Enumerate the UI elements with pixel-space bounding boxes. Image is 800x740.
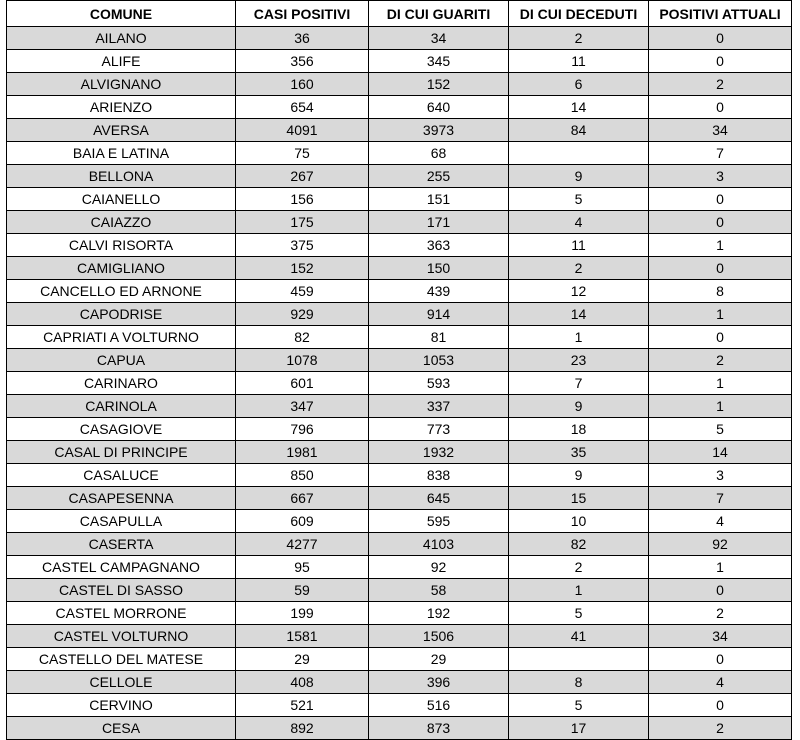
cell-positivi-attuali: 2 — [649, 602, 792, 625]
cell-positivi-attuali: 0 — [649, 211, 792, 234]
cell-comune: CAPRIATI A VOLTURNO — [7, 326, 236, 349]
cell-casi-positivi: 82 — [236, 326, 369, 349]
cell-guariti: 81 — [369, 326, 509, 349]
cell-comune: CASTEL CAMPAGNANO — [7, 556, 236, 579]
cell-deceduti: 14 — [509, 303, 649, 326]
cell-deceduti: 12 — [509, 280, 649, 303]
cell-comune: ALVIGNANO — [7, 73, 236, 96]
table-row — [7, 441, 792, 464]
cell-positivi-attuali: 4 — [649, 510, 792, 533]
table-row — [7, 326, 792, 349]
cell-comune: CASAGIOVE — [7, 418, 236, 441]
cell-casi-positivi: 1981 — [236, 441, 369, 464]
header-row — [7, 1, 792, 27]
cell-comune: CASAL DI PRINCIPE — [7, 441, 236, 464]
cell-comune: BELLONA — [7, 165, 236, 188]
cell-comune: CANCELLO ED ARNONE — [7, 280, 236, 303]
cell-casi-positivi: 521 — [236, 694, 369, 717]
table-row — [7, 211, 792, 234]
cell-positivi-attuali: 0 — [649, 50, 792, 73]
table-row — [7, 349, 792, 372]
table-row — [7, 487, 792, 510]
cell-positivi-attuali: 1 — [649, 234, 792, 257]
cell-guariti: 92 — [369, 556, 509, 579]
cell-deceduti: 23 — [509, 349, 649, 372]
table-row — [7, 372, 792, 395]
covid-cases-table — [6, 0, 792, 740]
cell-deceduti: 9 — [509, 464, 649, 487]
cell-positivi-attuali: 0 — [649, 188, 792, 211]
cell-casi-positivi: 929 — [236, 303, 369, 326]
cell-casi-positivi: 75 — [236, 142, 369, 165]
table-row — [7, 395, 792, 418]
cell-guariti: 1932 — [369, 441, 509, 464]
cell-deceduti: 2 — [509, 257, 649, 280]
cell-guariti: 150 — [369, 257, 509, 280]
cell-positivi-attuali: 0 — [649, 257, 792, 280]
cell-guariti: 838 — [369, 464, 509, 487]
cell-guariti: 4103 — [369, 533, 509, 556]
table-row — [7, 303, 792, 326]
cell-casi-positivi: 609 — [236, 510, 369, 533]
header-di-cui-deceduti: DI CUI DECEDUTI — [509, 1, 649, 27]
cell-comune: CARINOLA — [7, 395, 236, 418]
cell-positivi-attuali: 3 — [649, 464, 792, 487]
cell-casi-positivi: 356 — [236, 50, 369, 73]
cell-guariti: 516 — [369, 694, 509, 717]
cell-casi-positivi: 4277 — [236, 533, 369, 556]
cell-guariti: 192 — [369, 602, 509, 625]
cell-positivi-attuali: 1 — [649, 556, 792, 579]
cell-guariti: 773 — [369, 418, 509, 441]
table-row — [7, 671, 792, 694]
table-row — [7, 257, 792, 280]
cell-casi-positivi: 36 — [236, 27, 369, 50]
cell-deceduti: 41 — [509, 625, 649, 648]
cell-guariti: 439 — [369, 280, 509, 303]
header-di-cui-guariti: DI CUI GUARITI — [369, 1, 509, 27]
cell-positivi-attuali: 1 — [649, 372, 792, 395]
cell-deceduti — [509, 142, 649, 165]
cell-casi-positivi: 459 — [236, 280, 369, 303]
cell-positivi-attuali: 2 — [649, 349, 792, 372]
cell-casi-positivi: 152 — [236, 257, 369, 280]
cell-comune: CASTEL MORRONE — [7, 602, 236, 625]
cell-casi-positivi: 175 — [236, 211, 369, 234]
cell-casi-positivi: 1581 — [236, 625, 369, 648]
cell-deceduti: 11 — [509, 234, 649, 257]
header-casi-positivi: CASI POSITIVI — [236, 1, 369, 27]
cell-deceduti: 7 — [509, 372, 649, 395]
cell-casi-positivi: 601 — [236, 372, 369, 395]
table-row — [7, 625, 792, 648]
cell-guariti: 29 — [369, 648, 509, 671]
table-row — [7, 96, 792, 119]
table-row — [7, 165, 792, 188]
cell-positivi-attuali: 5 — [649, 418, 792, 441]
cell-casi-positivi: 892 — [236, 717, 369, 740]
table-row — [7, 418, 792, 441]
cell-positivi-attuali: 2 — [649, 717, 792, 740]
table-row — [7, 602, 792, 625]
cell-deceduti: 8 — [509, 671, 649, 694]
table-row — [7, 119, 792, 142]
cell-deceduti: 2 — [509, 27, 649, 50]
cell-positivi-attuali: 0 — [649, 96, 792, 119]
cell-comune: ALIFE — [7, 50, 236, 73]
cell-deceduti: 11 — [509, 50, 649, 73]
table-row — [7, 579, 792, 602]
table-row — [7, 717, 792, 740]
cell-guariti: 151 — [369, 188, 509, 211]
table-row — [7, 556, 792, 579]
table-row — [7, 510, 792, 533]
cell-comune: CERVINO — [7, 694, 236, 717]
cell-guariti: 1053 — [369, 349, 509, 372]
cell-deceduti — [509, 648, 649, 671]
cell-comune: CASAPULLA — [7, 510, 236, 533]
cell-casi-positivi: 156 — [236, 188, 369, 211]
cell-casi-positivi: 267 — [236, 165, 369, 188]
cell-guariti: 396 — [369, 671, 509, 694]
cell-deceduti: 1 — [509, 579, 649, 602]
cell-deceduti: 4 — [509, 211, 649, 234]
cell-casi-positivi: 160 — [236, 73, 369, 96]
cell-comune: AVERSA — [7, 119, 236, 142]
header-positivi-attuali: POSITIVI ATTUALI — [649, 1, 792, 27]
cell-comune: CASERTA — [7, 533, 236, 556]
cell-casi-positivi: 667 — [236, 487, 369, 510]
cell-deceduti: 2 — [509, 556, 649, 579]
cell-positivi-attuali: 4 — [649, 671, 792, 694]
cell-positivi-attuali: 34 — [649, 625, 792, 648]
cell-comune: CAIANELLO — [7, 188, 236, 211]
cell-guariti: 34 — [369, 27, 509, 50]
cell-comune: AILANO — [7, 27, 236, 50]
cell-deceduti: 9 — [509, 165, 649, 188]
cell-casi-positivi: 347 — [236, 395, 369, 418]
table-row — [7, 142, 792, 165]
cell-positivi-attuali: 7 — [649, 487, 792, 510]
cell-positivi-attuali: 2 — [649, 73, 792, 96]
cell-guariti: 363 — [369, 234, 509, 257]
cell-deceduti: 15 — [509, 487, 649, 510]
cell-deceduti: 18 — [509, 418, 649, 441]
table-row — [7, 533, 792, 556]
cell-guariti: 345 — [369, 50, 509, 73]
cell-guariti: 255 — [369, 165, 509, 188]
cell-comune: CAPUA — [7, 349, 236, 372]
cell-deceduti: 14 — [509, 96, 649, 119]
cell-casi-positivi: 199 — [236, 602, 369, 625]
table-row — [7, 188, 792, 211]
cell-comune: CAPODRISE — [7, 303, 236, 326]
cell-positivi-attuali: 1 — [649, 303, 792, 326]
cell-deceduti: 84 — [509, 119, 649, 142]
cell-casi-positivi: 654 — [236, 96, 369, 119]
cell-deceduti: 17 — [509, 717, 649, 740]
cell-deceduti: 1 — [509, 326, 649, 349]
cell-guariti: 58 — [369, 579, 509, 602]
cell-comune: BAIA E LATINA — [7, 142, 236, 165]
cell-comune: CASTEL DI SASSO — [7, 579, 236, 602]
cell-comune: CASTEL VOLTURNO — [7, 625, 236, 648]
cell-comune: CAMIGLIANO — [7, 257, 236, 280]
cell-comune: CASALUCE — [7, 464, 236, 487]
cell-positivi-attuali: 92 — [649, 533, 792, 556]
cell-positivi-attuali: 14 — [649, 441, 792, 464]
cell-positivi-attuali: 1 — [649, 395, 792, 418]
cell-casi-positivi: 375 — [236, 234, 369, 257]
cell-deceduti: 5 — [509, 188, 649, 211]
cell-deceduti: 5 — [509, 602, 649, 625]
cell-deceduti: 9 — [509, 395, 649, 418]
cell-comune: CALVI RISORTA — [7, 234, 236, 257]
table-row — [7, 280, 792, 303]
header-comune: COMUNE — [7, 1, 236, 27]
cell-guariti: 3973 — [369, 119, 509, 142]
cell-casi-positivi: 4091 — [236, 119, 369, 142]
cell-comune: CESA — [7, 717, 236, 740]
cell-casi-positivi: 796 — [236, 418, 369, 441]
cell-comune: CARINARO — [7, 372, 236, 395]
cell-positivi-attuali: 0 — [649, 694, 792, 717]
cell-guariti: 171 — [369, 211, 509, 234]
cell-casi-positivi: 59 — [236, 579, 369, 602]
cell-guariti: 914 — [369, 303, 509, 326]
cell-guariti: 68 — [369, 142, 509, 165]
cell-deceduti: 35 — [509, 441, 649, 464]
cell-positivi-attuali: 7 — [649, 142, 792, 165]
cell-guariti: 337 — [369, 395, 509, 418]
cell-comune: CAIAZZO — [7, 211, 236, 234]
table-row — [7, 694, 792, 717]
cell-positivi-attuali: 34 — [649, 119, 792, 142]
table-row — [7, 464, 792, 487]
cell-guariti: 873 — [369, 717, 509, 740]
cell-guariti: 645 — [369, 487, 509, 510]
cell-comune: CELLOLE — [7, 671, 236, 694]
cell-comune: CASAPESENNA — [7, 487, 236, 510]
cell-deceduti: 6 — [509, 73, 649, 96]
cell-positivi-attuali: 0 — [649, 27, 792, 50]
cell-casi-positivi: 850 — [236, 464, 369, 487]
table-row — [7, 73, 792, 96]
cell-positivi-attuali: 8 — [649, 280, 792, 303]
cell-positivi-attuali: 0 — [649, 579, 792, 602]
table-row — [7, 648, 792, 671]
cell-casi-positivi: 95 — [236, 556, 369, 579]
cell-casi-positivi: 408 — [236, 671, 369, 694]
cell-casi-positivi: 29 — [236, 648, 369, 671]
cell-comune: CASTELLO DEL MATESE — [7, 648, 236, 671]
cell-deceduti: 10 — [509, 510, 649, 533]
cell-guariti: 593 — [369, 372, 509, 395]
cell-deceduti: 5 — [509, 694, 649, 717]
cell-positivi-attuali: 0 — [649, 326, 792, 349]
cell-positivi-attuali: 3 — [649, 165, 792, 188]
table-row — [7, 27, 792, 50]
cell-casi-positivi: 1078 — [236, 349, 369, 372]
table-row — [7, 234, 792, 257]
table-row — [7, 50, 792, 73]
cell-guariti: 595 — [369, 510, 509, 533]
cell-guariti: 1506 — [369, 625, 509, 648]
cell-comune: ARIENZO — [7, 96, 236, 119]
cell-guariti: 152 — [369, 73, 509, 96]
cell-guariti: 640 — [369, 96, 509, 119]
cell-deceduti: 82 — [509, 533, 649, 556]
cell-positivi-attuali: 0 — [649, 648, 792, 671]
